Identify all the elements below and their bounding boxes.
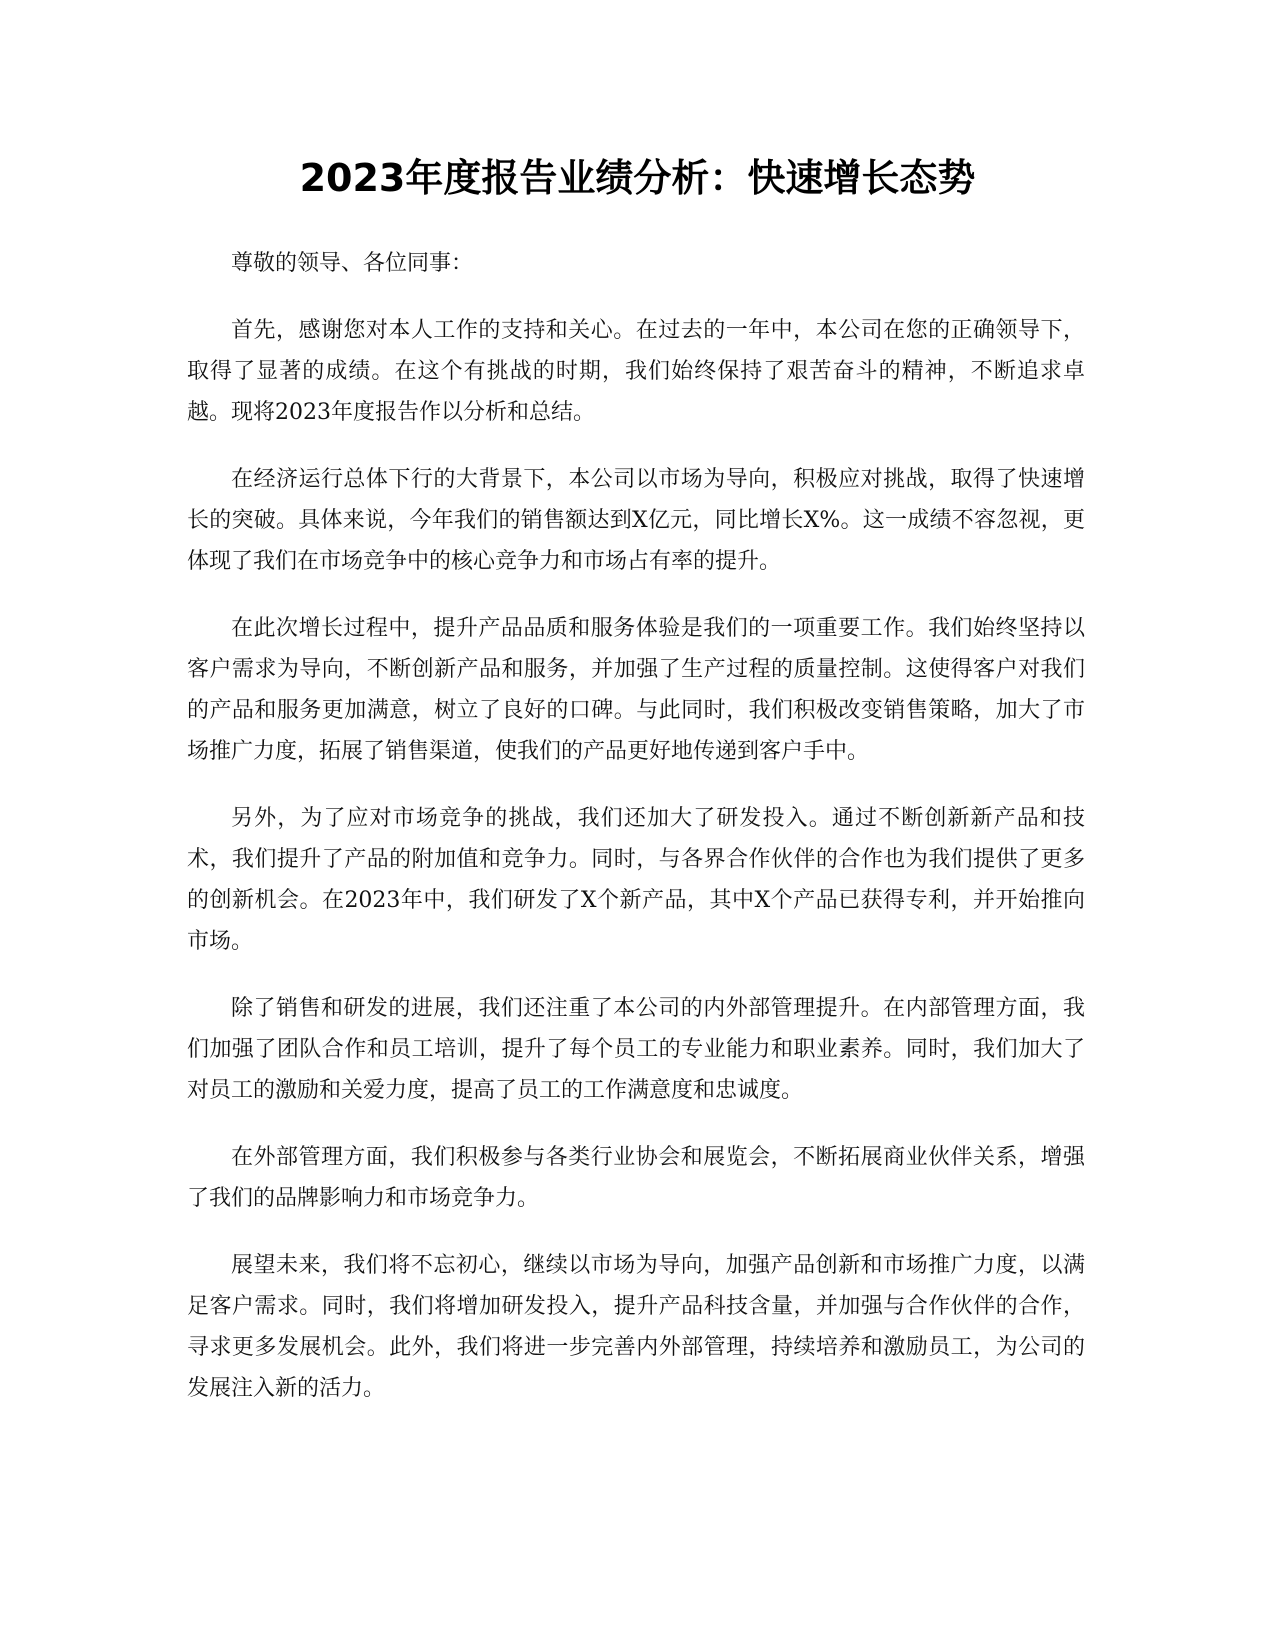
body-paragraph: 在此次增长过程中，提升产品品质和服务体验是我们的一项重要工作。我们始终坚持以客户需求为导向，不断创新产品和服务，并加强了生产过程的质量控制。这使得客户对我们的产品和服务更加满意，树立了良好的口碑。与此同时，我们积极改变销售策略，加大了市场推广力度，拓展了销售渠道，使我们的产品更好地传递到客户手中。 [187,616,1085,764]
body-paragraph: 另外，为了应对市场竞争的挑战，我们还加大了研发投入。通过不断创新新产品和技术，我们提升了产品的附加值和竞争力。同时，与各界合作伙伴的合作也为我们提供了更多的创新机会。在2023年中，我们研发了X个新产品，其中X个产品已获得专利，并开始推向市场。 [187,806,1085,954]
body-paragraph: 展望未来，我们将不忘初心，继续以市场为导向，加强产品创新和市场推广力度，以满足客户需求。同时，我们将增加研发投入，提升产品科技含量，并加强与合作伙伴的合作，寻求更多发展机会。此外，我们将进一步完善内外部管理，持续培养和激励员工，为公司的发展注入新的活力。 [187,1253,1085,1401]
document-body [187,243,1085,1435]
body-paragraph: 除了销售和研发的进展，我们还注重了本公司的内外部管理提升。在内部管理方面，我们加强了团队合作和员工培训，提升了每个员工的专业能力和职业素养。同时，我们加大了对员工的激励和关爱力度，提高了员工的工作满意度和忠诚度。 [187,996,1085,1103]
document-title: 2023年度报告业绩分析：快速增长态势 [299,156,976,200]
body-paragraph: 在外部管理方面，我们积极参与各类行业协会和展览会，不断拓展商业伙伴关系，增强了我们的品牌影响力和市场竞争力。 [187,1145,1085,1211]
salutation-paragraph: 尊敬的领导、各位同事： [231,251,474,276]
body-paragraph: 首先，感谢您对本人工作的支持和关心。在过去的一年中，本公司在您的正确领导下，取得了显著的成绩。在这个有挑战的时期，我们始终保持了艰苦奋斗的精神，不断追求卓越。现将2023年度报告作以分析和总结。 [187,318,1085,425]
body-paragraph: 在经济运行总体下行的大背景下，本公司以市场为导向，积极应对挑战，取得了快速增长的突破。具体来说，今年我们的销售额达到X亿元，同比增长X%。这一成绩不容忽视，更体现了我们在市场竞争中的核心竞争力和市场占有率的提升。 [187,467,1085,574]
